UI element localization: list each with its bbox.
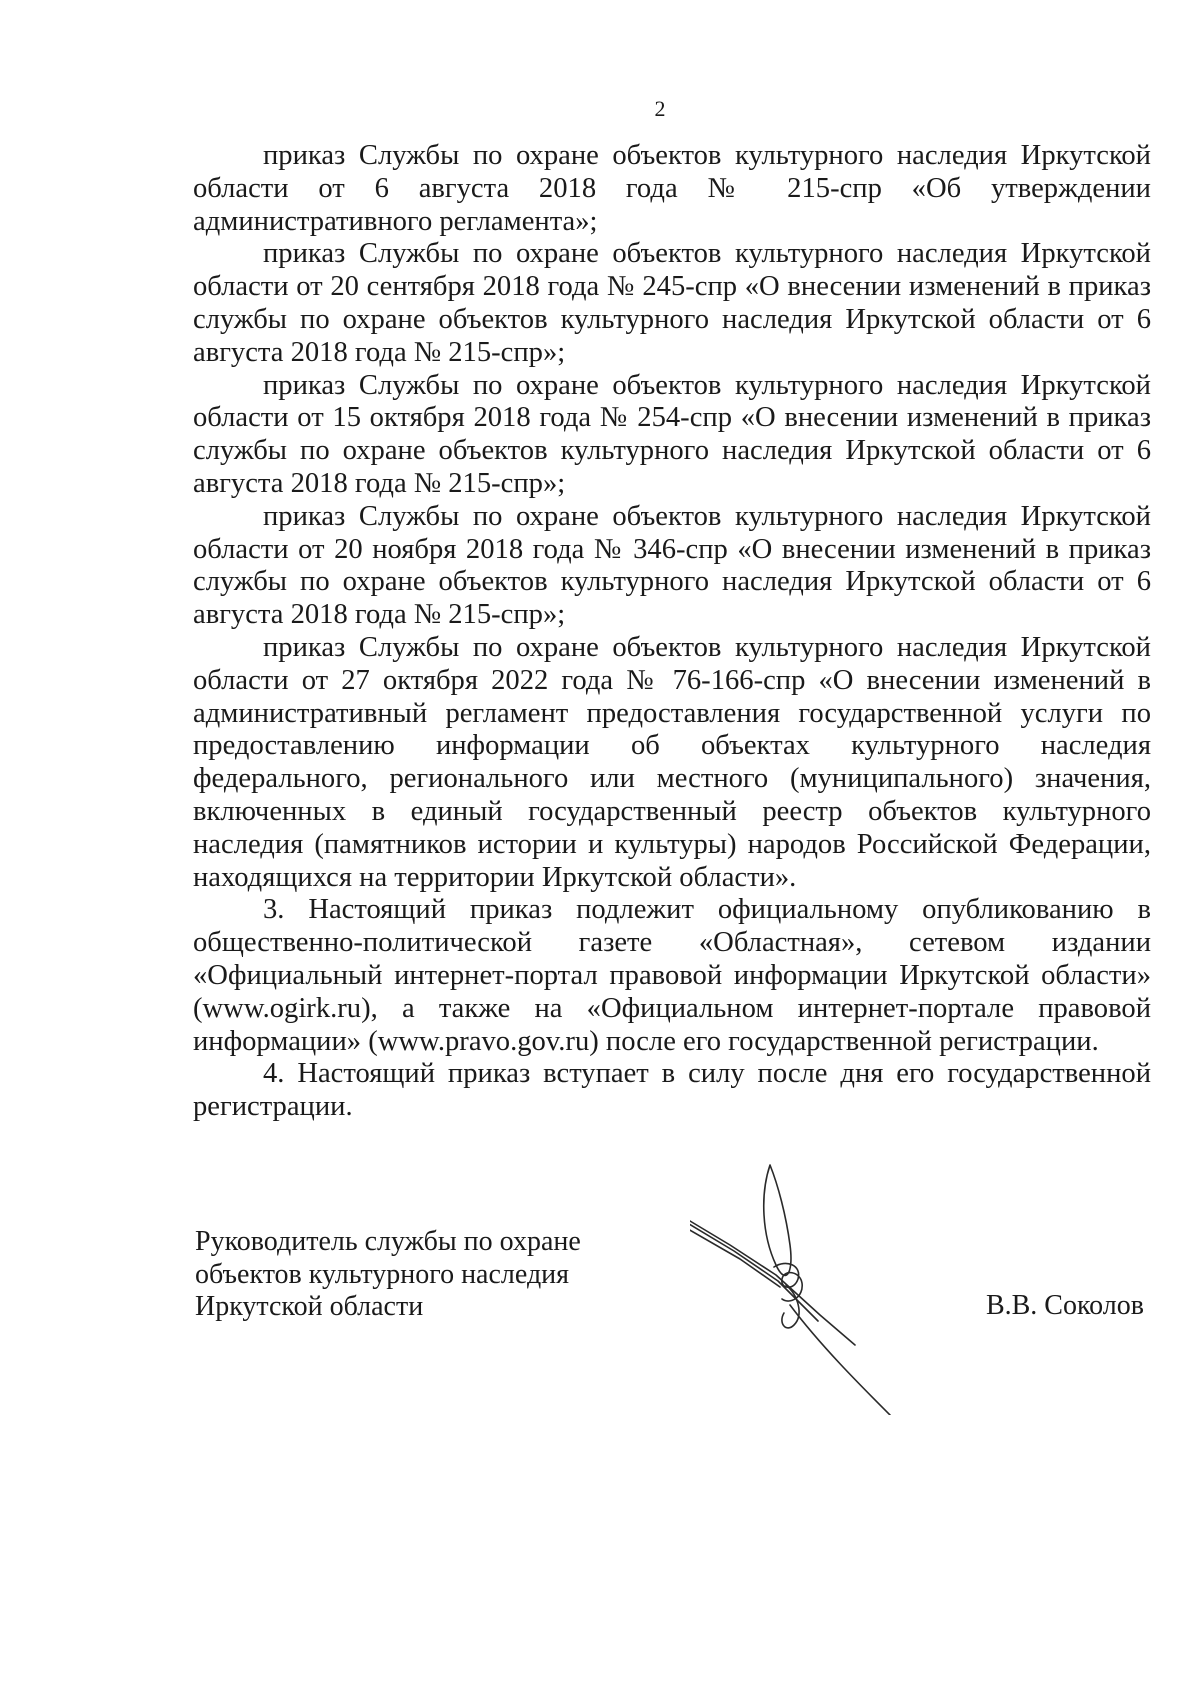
paragraph-order-254: приказ Службы по охране объектов культурного наследия Иркутской области от 15 октября 2018 года № 254-спр «О внесении изменений в приказ службы по охране объектов культурного наследия Иркутской области от 6 августа 2018 года № 215-спр»;	[193, 369, 1151, 499]
paragraph-order-76-166: приказ Службы по охране объектов культурного наследия Иркутской области от 27 октября 2022 года № 76-166-спр «О внесении изменений в административный регламент предоставления государственной услуги по предоставлению информации об объектах культурного наследия федерального, регионального или местного (муниципального) значения, включенных в единый государственный реестр объектов культурного наследия (памятников истории и культуры) народов Российской Федерации, находящихся на территории Иркутской области».	[193, 631, 1151, 893]
signatory-name: В.В. Соколов	[985, 1290, 1144, 1321]
paragraph-order-245: приказ Службы по охране объектов культурного наследия Иркутской области от 20 сентября 2018 года № 245-спр «О внесении изменений в приказ службы по охране объектов культурного наследия Иркутской области от 6 августа 2018 года № 215-спр»;	[193, 238, 1151, 368]
signatory-position	[195, 1226, 581, 1324]
signatory-position-line: Руководитель службы по охране	[195, 1226, 581, 1257]
signatory-position-line: объектов культурного наследия	[195, 1258, 570, 1290]
paragraph-entry-into-force: 4. Настоящий приказ вступает в силу после дня его государственной регистрации.	[193, 1058, 1151, 1123]
handwritten-signature	[690, 1155, 930, 1415]
document-body	[193, 140, 1151, 1124]
paragraph-publication: 3. Настоящий приказ подлежит официальному опубликованию в общественно-политической газете «Областная», сетевом издании «Официальный интернет-портал правовой информации Иркутской области» (www.ogirk.ru), а также на «Официальном интернет-портале правовой информации» (www.pravo.gov.ru) после его государственной регистрации.	[193, 894, 1151, 1057]
page-number: 2	[654, 96, 666, 121]
paragraph-order-346: приказ Службы по охране объектов культурного наследия Иркутской области от 20 ноября 2018 года № 346-спр «О внесении изменений в приказ службы по охране объектов культурного наследия Иркутской области от 6 августа 2018 года № 215-спр»;	[193, 500, 1151, 631]
paragraph-order-215: приказ Службы по охране объектов культурного наследия Иркутской области от 6 августа 2018 года № 215-спр «Об утверждении административного регламента»;	[193, 140, 1151, 237]
signatory-position-line: Иркутской области	[195, 1291, 424, 1322]
